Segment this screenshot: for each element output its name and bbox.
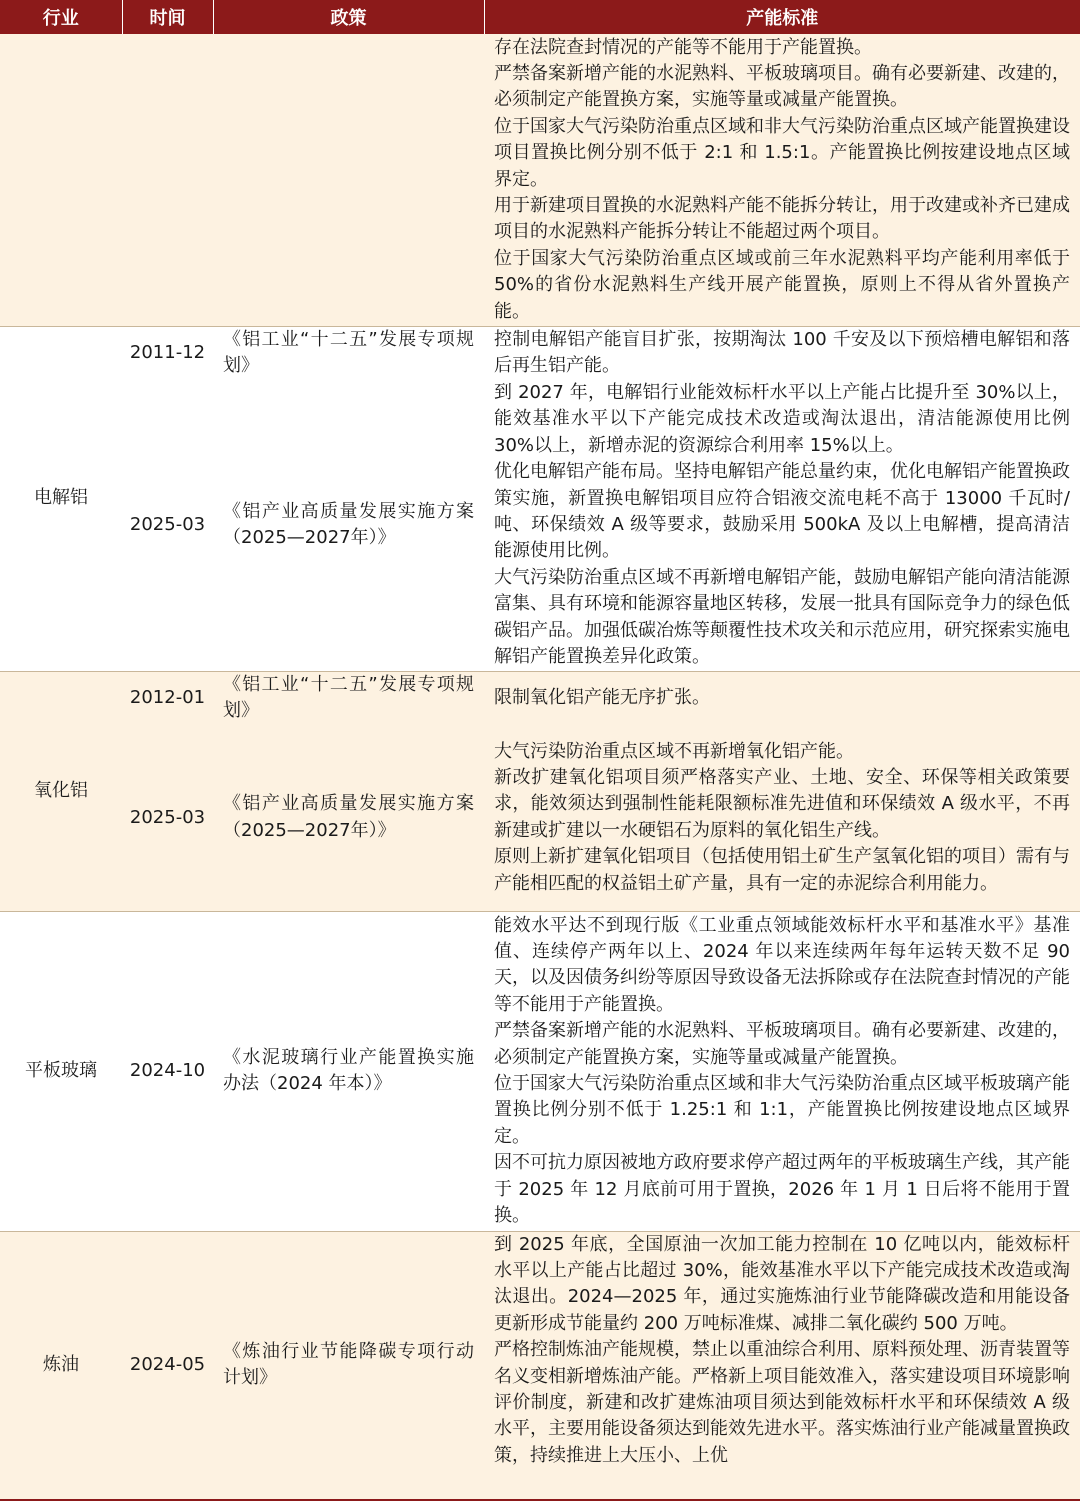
time-cell: 2024-10: [122, 911, 213, 1231]
standard-paragraph: 因不可抗力原因被地方政府要求停产超过两年的平板玻璃生产线，其产能于 2025 年 12 月底前可用于置换，2026 年 1 月 1 日后将不能用于置换。: [494, 1152, 1070, 1227]
standard-paragraph: 到 2025 年底，全国原油一次加工能力控制在 10 亿吨以内，能效标杆水平以上产能占比超过 30%，能效基准水平以下产能完成技术改造或淘汰退出。2024—2025 年，通过实施炼油行业节能降碳改造和用能设备更新形成节能量约 200 万吨标准煤、减排二氧化碳约 500 万吨。: [494, 1233, 1070, 1334]
table-row: [0, 671, 1080, 725]
standard-paragraph: 严禁备案新增产能的水泥熟料、平板玻璃项目。确有必要新建、改建的，必须制定产能置换方案，实施等量或减量产能置换。: [494, 1020, 1070, 1068]
standard-paragraph: 新改扩建氧化铝项目须严格落实产业、土地、安全、环保等相关政策要求，能效须达到强制性能耗限额标准先进值和环保绩效 A 级水平，不再新建或扩建以一水硬铝石为原料的氧化铝生产线。: [494, 766, 1070, 841]
standard-cell: [484, 911, 1080, 1231]
industry-cell: 电解铝: [0, 326, 122, 671]
table-row: [0, 911, 1080, 1231]
header-industry: 行业: [0, 0, 122, 34]
header-policy: 政策: [213, 0, 484, 34]
industry-cell: [0, 34, 122, 326]
standard-paragraph: 大气污染防治重点区域不再新增电解铝产能，鼓励电解铝产能向清洁能源富集、具有环境和能源容量地区转移，发展一批具有国际竞争力的绿色低碳铝产品。加强低碳冶炼等颠覆性技术攻关和示范应用，研究探索实施电解铝产能置换差异化政策。: [494, 566, 1070, 668]
standard-cell: [484, 380, 1080, 671]
standard-paragraph: 严禁备案新增产能的水泥熟料、平板玻璃项目。确有必要新建、改建的，必须制定产能置换方案，实施等量或减量产能置换。: [494, 62, 1070, 111]
standard-paragraph: 优化电解铝产能布局。坚持电解铝产能总量约束，优化电解铝产能置换政策实施，新置换电解铝项目应符合铝液交流电耗不高于 13000 千瓦时/吨、环保绩效 A 级等要求，鼓励采用 500kA 及以上电解槽，提高清洁能源使用比例。: [494, 461, 1070, 562]
standard-cell: [484, 326, 1080, 380]
standard-paragraph: 到 2027 年，电解铝行业能效标杆水平以上产能占比提升至 30%以上，能效基准水平以下产能完成技术改造或淘汰退出，清洁能源使用比例 30%以上，新增赤泥的资源综合利用率 15%以上。: [494, 382, 1070, 456]
policy-cell: 《铝产业高质量发展实施方案（2025—2027年）》: [213, 725, 484, 911]
standard-paragraph: 大气污染防治重点区域不再新增氧化铝产能。: [494, 740, 854, 762]
standard-paragraph: 位于国家大气污染防治重点区域和非大气污染防治重点区域产能置换建设项目置换比例分别不低于 2:1 和 1.5:1。产能置换比例按建设地点区域界定。: [494, 115, 1070, 190]
standard-paragraph: 原则上新扩建氧化铝项目（包括使用铝土矿生产氢氧化铝的项目）需有与产能相匹配的权益铝土矿产量，具有一定的赤泥综合利用能力。: [494, 846, 1070, 894]
table-row: [0, 34, 1080, 326]
policy-cell: 《水泥玻璃行业产能置换实施办法（2024 年本）》: [213, 911, 484, 1231]
time-cell: 2024-05: [122, 1231, 213, 1499]
standard-paragraph: 限制氧化铝产能无序扩张。: [494, 687, 710, 709]
policy-cell: 《炼油行业节能降碳专项行动计划》: [213, 1231, 484, 1499]
header-time: 时间: [122, 0, 213, 34]
standard-cell: [484, 725, 1080, 911]
policy-cell: 《铝产业高质量发展实施方案（2025—2027年）》: [213, 380, 484, 671]
time-cell: 2011-12: [122, 326, 213, 380]
standard-cell: [484, 671, 1080, 725]
industry-cell: 氧化铝: [0, 671, 122, 911]
header-row: [0, 0, 1080, 34]
standard-cell: [484, 1231, 1080, 1499]
time-cell: [122, 34, 213, 326]
table-row: [0, 1231, 1080, 1499]
standard-cell: [484, 34, 1080, 326]
policy-cell: 《铝工业“十二五”发展专项规划》: [213, 671, 484, 725]
header-standard: 产能标准: [484, 0, 1080, 34]
standard-paragraph: 能效水平达不到现行版《工业重点领域能效标杆水平和基准水平》基准值、连续停产两年以上、2024 年以来连续两年每年运转天数不足 90 天，以及因债务纠纷等原因导致设备无法拆除或存在法院查封情况的产能等不能用于产能置换。: [494, 914, 1070, 1015]
standard-paragraph: 存在法院查封情况的产能等不能用于产能置换。: [494, 36, 872, 58]
bottom-rule: [0, 1499, 1080, 1501]
table-row: [0, 380, 1080, 671]
time-cell: 2025-03: [122, 380, 213, 671]
time-cell: 2012-01: [122, 671, 213, 725]
policy-cell: 《铝工业“十二五”发展专项规划》: [213, 326, 484, 380]
industry-cell: 炼油: [0, 1231, 122, 1499]
standard-paragraph: 用于新建项目置换的水泥熟料产能不能拆分转让，用于改建或补齐已建成项目的水泥熟料产能拆分转让不能超过两个项目。: [494, 194, 1070, 243]
table-row: [0, 326, 1080, 380]
policy-cell: [213, 34, 484, 326]
industry-cell: 平板玻璃: [0, 911, 122, 1231]
table-row: [0, 725, 1080, 911]
time-cell: 2025-03: [122, 725, 213, 911]
standard-paragraph: 严格控制炼油产能规模，禁止以重油综合利用、原料预处理、沥青装置等名义变相新增炼油产能。严格新上项目能效准入，落实建设项目环境影响评价制度，新建和改扩建炼油项目须达到能效标杆水平和环保绩效 A 级水平，主要用能设备须达到能效先进水平。落实炼油行业产能减量置换政策，持续推进上大压小、上优: [494, 1339, 1070, 1466]
standard-paragraph: 位于国家大气污染防治重点区域或前三年水泥熟料平均产能利用率低于 50%的省份水泥熟料生产线开展产能置换，原则上不得从省外置换产能。: [494, 247, 1070, 322]
standard-paragraph: 控制电解铝产能盲目扩张，按期淘汰 100 千安及以下预焙槽电解铝和落后再生铝产能。: [494, 328, 1070, 377]
standard-paragraph: 位于国家大气污染防治重点区域和非大气污染防治重点区域平板玻璃产能置换比例分别不低于 1.25:1 和 1:1，产能置换比例按建设地点区域界定。: [494, 1073, 1070, 1147]
